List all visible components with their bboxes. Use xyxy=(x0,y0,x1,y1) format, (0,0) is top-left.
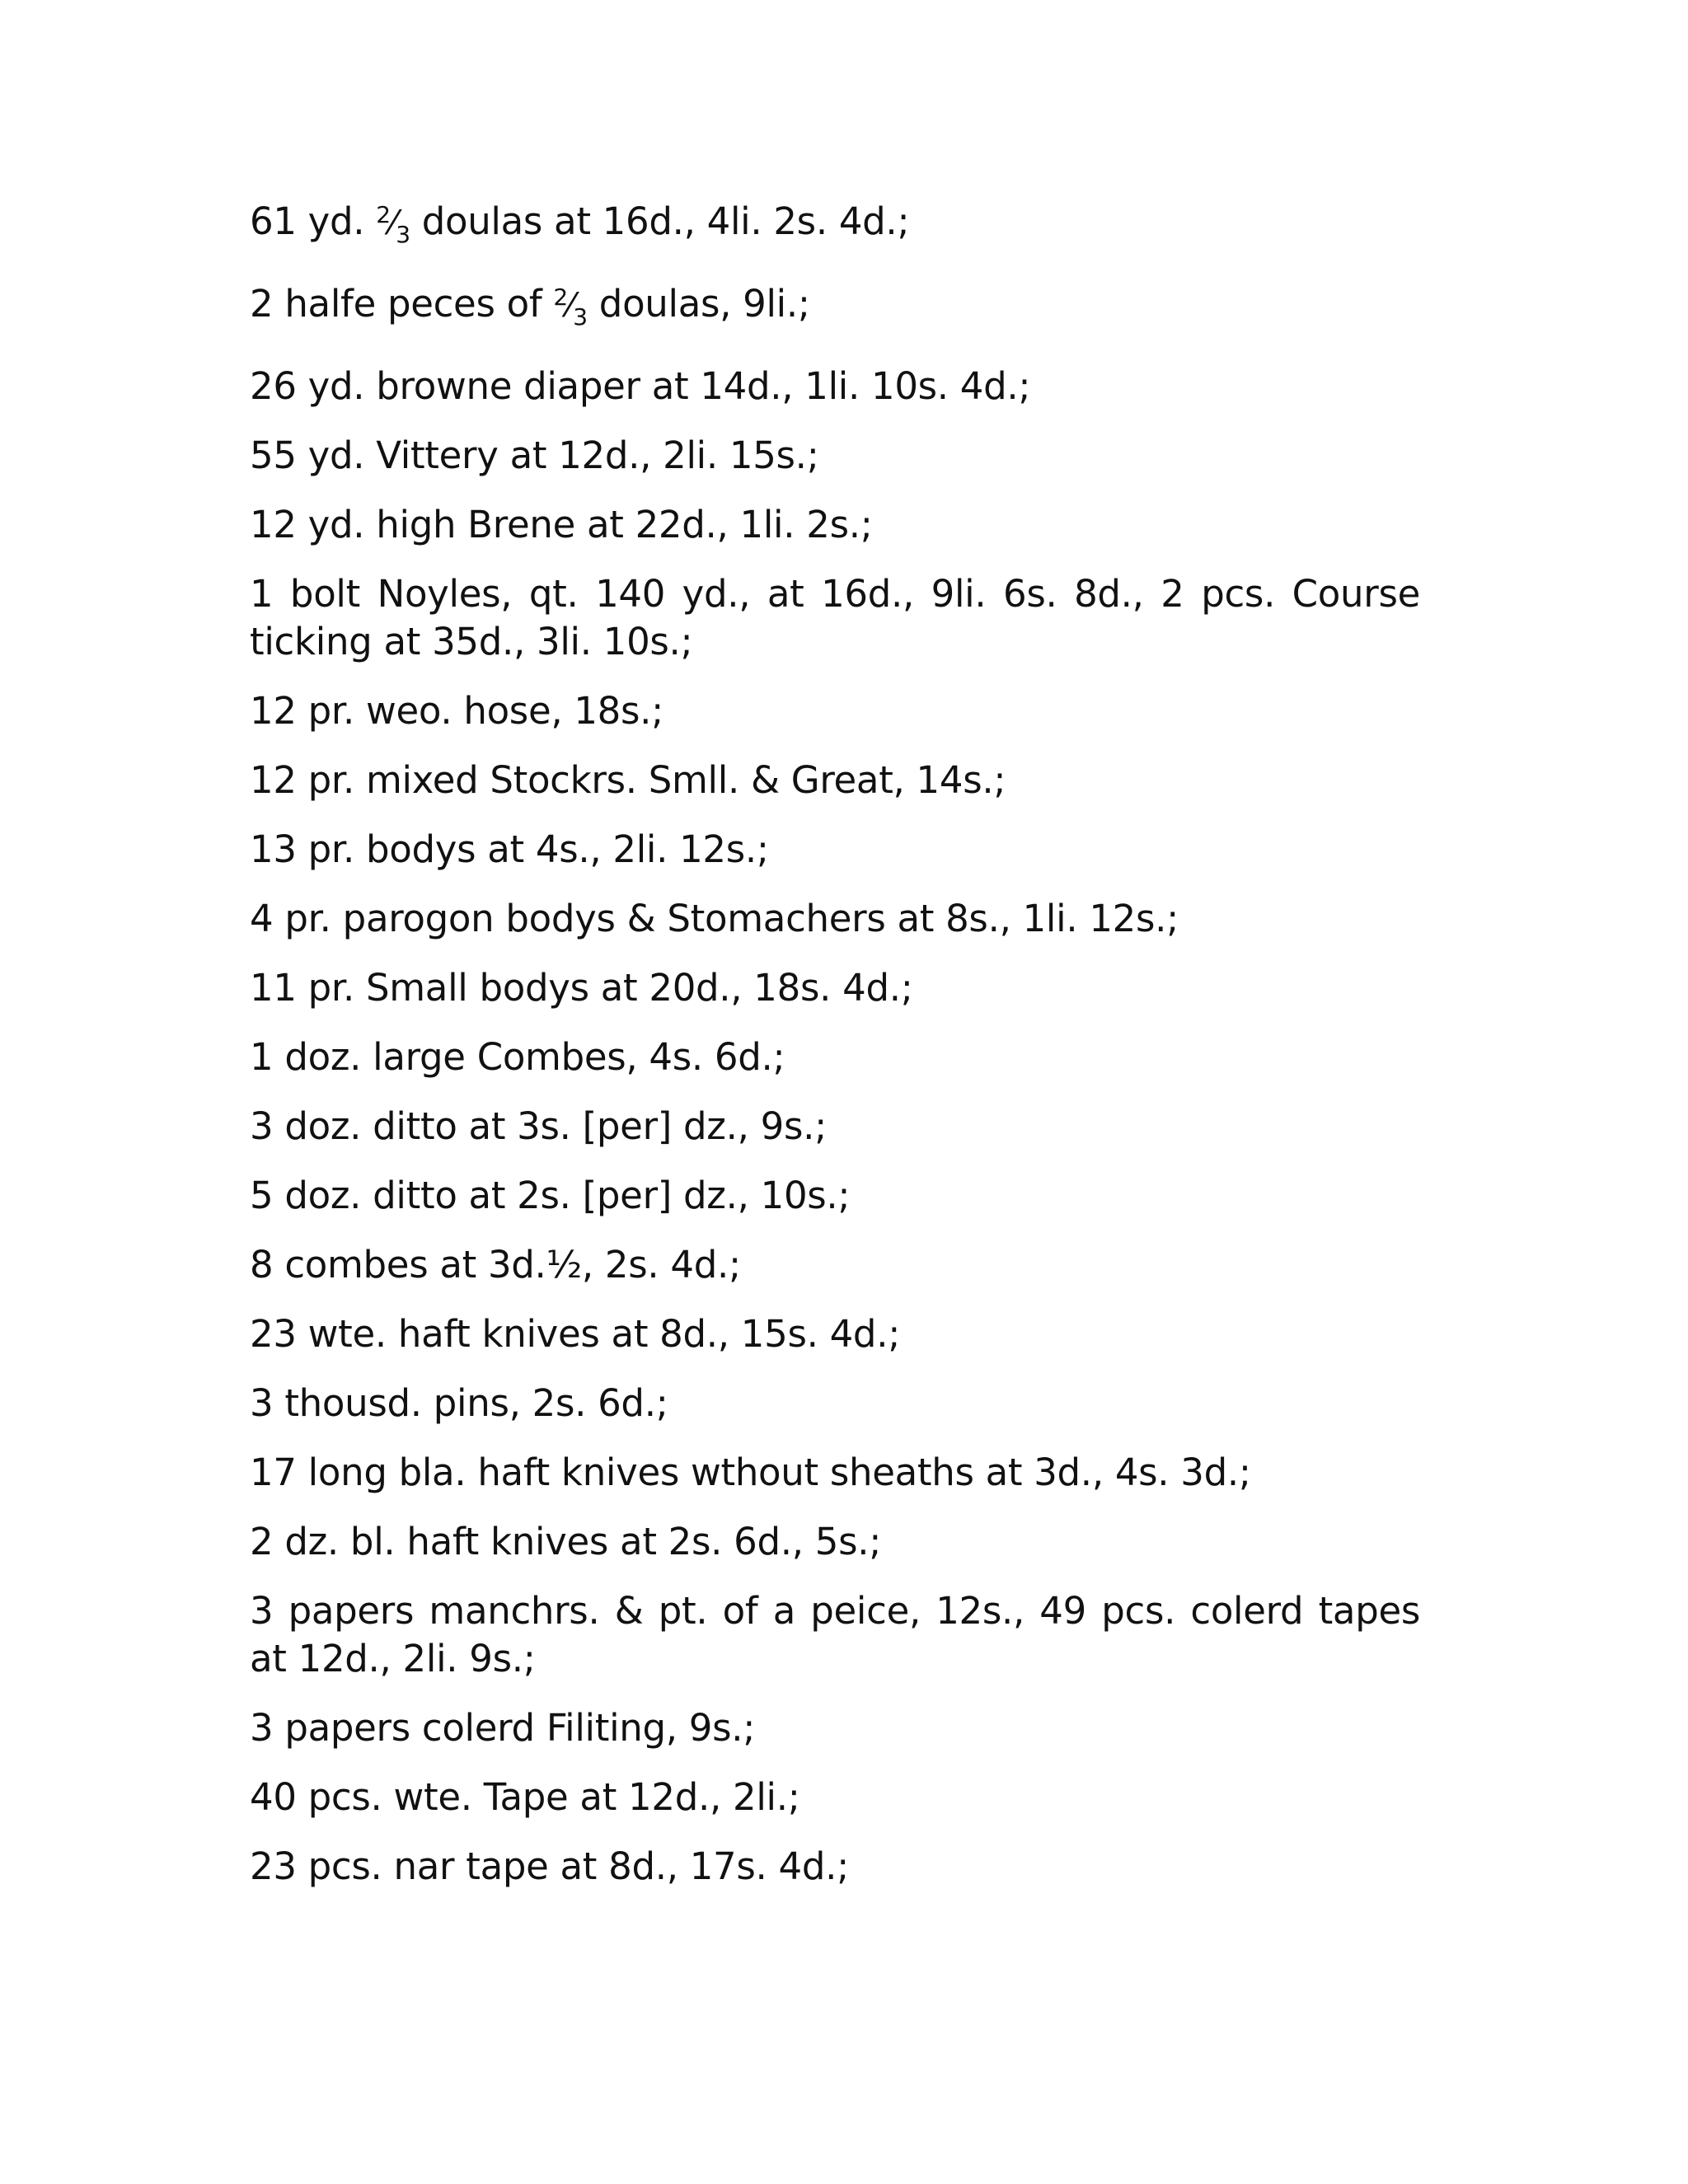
entry-text: doulas at 16d., 4li. 2s. 4d.; xyxy=(410,199,910,243)
list-item: 5 doz. ditto at 2s. [per] dz., 10s.; xyxy=(250,1174,851,1217)
list-item: 12 yd. high Brene at 22d., 1li. 2s.; xyxy=(250,503,873,546)
list-item xyxy=(250,280,1420,330)
list-item: 2 dz. bl. haft knives at 2s. 6d., 5s.; xyxy=(250,1520,882,1563)
list-item: 3 papers manchrs. & pt. of a peice, 12s., 49 pcs. colerd tapes at 12d., 2li. 9s.; xyxy=(250,1589,1420,1680)
list-item: 26 yd. browne diaper at 14d., 1li. 10s. 4d.; xyxy=(250,364,1031,408)
fraction-numerator: 2 xyxy=(376,201,391,228)
list-item: 11 pr. Small bodys at 20d., 18s. 4d.; xyxy=(250,966,913,1010)
fraction-denominator: 3 xyxy=(573,303,588,330)
fraction-slash: ⁄ xyxy=(567,287,574,325)
entry-text: 2 halfe peces of xyxy=(250,282,554,326)
list-item: 13 pr. bodys at 4s., 2li. 12s.; xyxy=(250,827,769,871)
entry-text: 61 yd. xyxy=(250,199,377,243)
inventory-list xyxy=(250,198,1420,1912)
fraction-slash: ⁄ xyxy=(390,204,396,242)
list-item: 3 doz. ditto at 3s. [per] dz., 9s.; xyxy=(250,1104,827,1148)
entry-text: doulas, 9li.; xyxy=(587,282,810,326)
list-item: 55 yd. Vittery at 12d., 2li. 15s.; xyxy=(250,434,819,477)
fraction-numerator: 2 xyxy=(553,284,568,311)
list-item: 8 combes at 3d.½, 2s. 4d.; xyxy=(250,1243,741,1286)
list-item: 12 pr. weo. hose, 18s.; xyxy=(250,689,664,733)
list-item: 12 pr. mixed Stockrs. Smll. & Great, 14s.; xyxy=(250,758,1006,802)
fraction xyxy=(376,199,410,248)
list-item: 1 bolt Noyles, qt. 140 yd., at 16d., 9li. 6s. 8d., 2 pcs. Course ticking at 35d., 3li. 10s.; xyxy=(250,572,1420,663)
list-item: 23 wte. haft knives at 8d., 15s. 4d.; xyxy=(250,1312,901,1356)
fraction-denominator: 3 xyxy=(396,221,410,248)
fraction xyxy=(553,282,588,330)
list-item: 40 pcs. wte. Tape at 12d., 2li.; xyxy=(250,1775,800,1819)
list-item: 1 doz. large Combes, 4s. 6d.; xyxy=(250,1035,785,1079)
list-item: 3 papers colerd Filiting, 9s.; xyxy=(250,1706,756,1750)
list-item: 17 long bla. haft knives wthout sheaths at 3d., 4s. 3d.; xyxy=(250,1451,1251,1494)
list-item: 23 pcs. nar tape at 8d., 17s. 4d.; xyxy=(250,1844,850,1888)
list-item: 4 pr. parogon bodys & Stomachers at 8s., 1li. 12s.; xyxy=(250,897,1179,940)
list-item: 3 thousd. pins, 2s. 6d.; xyxy=(250,1381,668,1425)
list-item xyxy=(250,198,1420,247)
